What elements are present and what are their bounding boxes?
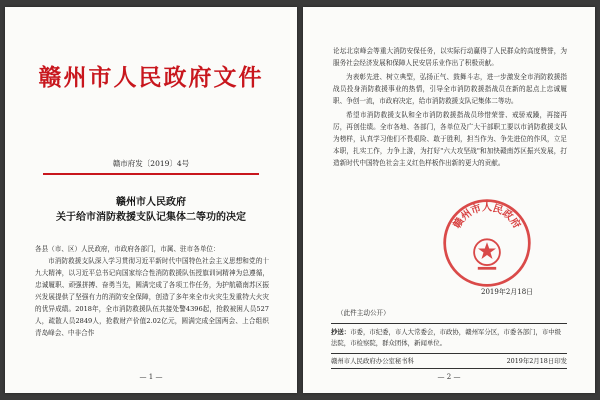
body-paragraph: 市消防救援支队深入学习贯彻习近平新时代中国特色社会主义思想和党的十九大精神，以习近平总书记向国家综合性消防救援队伍授旗训词精神为总遵循，忠诚履职、顽强拼搏、奋勇当先，圆满完成了各项工作任务，为护航赣南苏区振兴发展提供了坚强有力的消防安全保障，创造了多年来全市火灾生发重特大火灾的优异成绩。2018年，全市消防救援队伍共接处警4396起，抢救被困人员527人，疏散人员2849人，抢救财产价值2.02亿元，圆满完成全国两会、上合组织青岛峰会、中非合作 — [35, 257, 269, 337]
paragraph-2: 为表彰先进、树立典型，弘扬正气、鼓舞斗志，进一步激发全市消防救援指战员投身消防救援事业的热情，引导全市消防救援指战员在新的起点上忠诚履职、争创一流，市政府决定，给市消防救援支队记集体二等功。 — [333, 73, 567, 105]
red-divider — [43, 173, 259, 175]
seal-text: 赣州市人民政府 — [451, 202, 523, 231]
paragraph-1: 论坛北京峰会等重大消防安保任务，以实际行动赢得了人民群众的高度赞誉，为服务社会经济发展和保障人民安居乐业作出了积极贡献。 — [333, 47, 567, 67]
signing-date: 2019年2月18日 — [481, 288, 534, 296]
left-body-text — [35, 243, 269, 339]
document-title: 关于给市消防救援支队记集体二等功的决定 — [56, 212, 246, 223]
official-seal-icon — [441, 197, 533, 289]
document-page-1 — [5, 7, 297, 393]
paragraph-3: 希望市消防救援支队和全市消防救援指战员珍惜荣誉、戒骄戒躁，再接再厉，再创佳绩。全市各地、各部门，各单位及广大干部职工要以市消防救援支队为榜样，认真学习他们不畏艰险、敢于胜利，担当作为、争先进位的作风，立足本职，扎实工作，力争上游，为打好"六大攻坚战"和加快赣南苏区振兴发展，打造新时代中国特色社会主义红色样板作出新的更大的贡献。 — [333, 111, 567, 167]
page-number: — 2 — — [437, 373, 461, 381]
cc-section — [331, 323, 567, 354]
document-page-2 — [303, 7, 595, 393]
issue-date: 2019年2月18日印发 — [506, 357, 567, 365]
svg-text:赣州市人民政府 — [450, 201, 524, 231]
public-disclosure-note: （此件主动公开） — [337, 309, 390, 317]
issuer-name: 赣州市人民政府 — [116, 197, 186, 208]
national-emblem-icon — [474, 239, 500, 269]
cc-label: 抄送： — [331, 328, 351, 336]
cc-recipients: 市委，市纪委，市人大常委会，市政协，赣州军分区，市委各部门，市中级法院，市检察院，群众团体，新闻单位。 — [331, 328, 562, 347]
right-body-text — [333, 45, 567, 171]
issuing-office: 赣州市人民政府办公室秘书科 — [331, 357, 415, 365]
red-header-title: 赣州市人民政府文件 — [38, 64, 264, 91]
document-number: 赣市府发〔2019〕4号 — [112, 159, 190, 168]
issuing-office-line — [331, 356, 567, 369]
salutation: 各县（市、区）人民政府，市政府各部门，市属、驻市各单位： — [35, 245, 220, 253]
page-number: — 1 — — [139, 373, 163, 381]
